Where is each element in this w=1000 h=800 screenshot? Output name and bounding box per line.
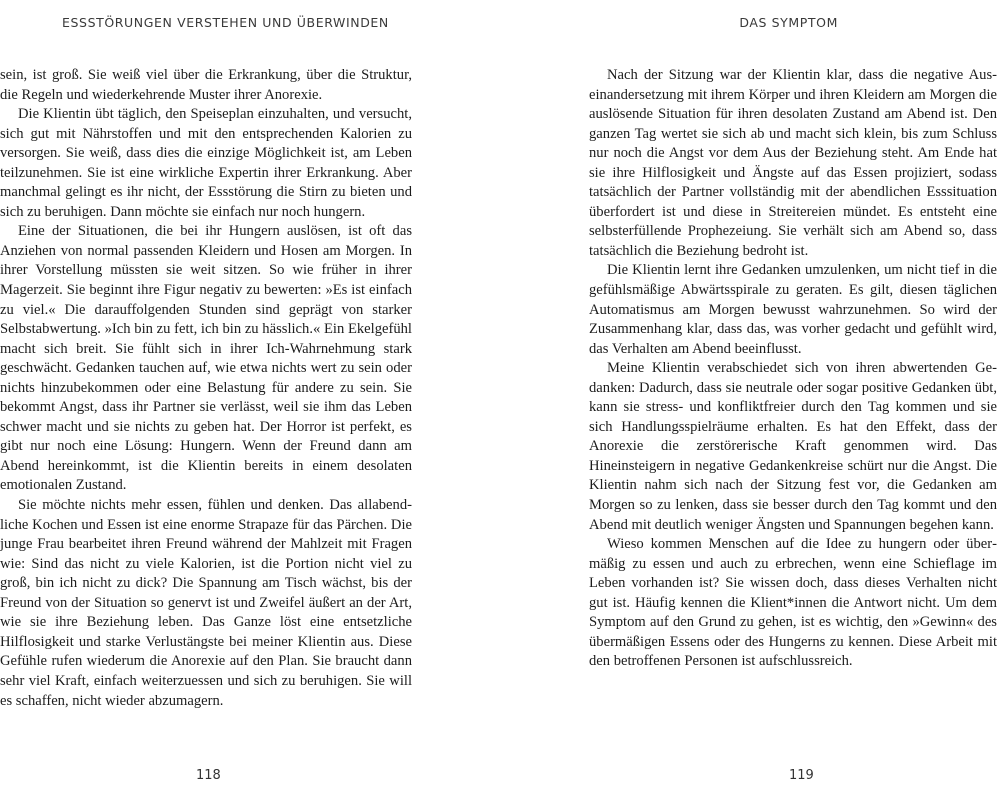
running-head-right: DAS SYMPTOM [739, 15, 838, 30]
paragraph: Die Klientin übt täglich, den Speiseplan einzuhalten, und versucht, sich gut mit Nährstoffen und mit den entsprechenden Kalorien zu versorgen. Sie weiß, dass dies die einzige Möglichkeit ist, am Leben teilzunehmen. Sie ist eine wirkliche Expertin ihrer Erkrankung. Aber manchmal gelingt es ihr nicht, der Essstörung die Stirn zu bieten und sich zu beruhigen. Dann möchte sie einfach nur noch hungern. [0, 106, 412, 220]
page-number-right: 119 [789, 768, 814, 783]
paragraph: Meine Klientin verabschiedet sich von ihren abwertenden Gedanken: Dadurch, dass sie neutrale oder sogar positive Gedanken übt, kann sie stress- und konfliktfreier durch den Tag kommen und sie sich Handlungsspielräume erhalten. Es hat den Effekt, dass der Anorexie die zerstörerische Kraft genommen wird. Das Hineinsteigern in negative Gedankenkreise schürt nur die Angst. Die Klientin nahm sich nach der Sitzung fest vor, die Gedanken am Morgen so zu lenken, dass sie besser durch den Tag kommt und den Abend mit deutlich weniger Ängsten und Spannungen begehen kann. [589, 360, 997, 533]
running-head-left: ESSSTÖRUNGEN VERSTEHEN UND ÜBERWINDEN [62, 15, 389, 30]
right-page [500, 0, 1000, 800]
paragraph: sein, ist groß. Sie weiß viel über die Erkrankung, über die Struktur, die Regeln und wiederkehrende Muster ihrer Anorexie. [0, 67, 412, 103]
right-page-body [589, 66, 997, 672]
paragraph: Eine der Situationen, die bei ihr Hungern auslösen, ist oft das Anziehen von normal passenden Kleidern und Hosen am Morgen. In ihrer Vorstellung müssten sie weit sitzen. So wie früher in ihrer Magerzeit. Sie beginnt ihre Figur negativ zu bewerten: »Es ist einfach zu viel.« Die darauffolgenden Stunden sind geprägt von starker Selbstabwertung. »Ich bin zu fett, ich bin zu hässlich.« Ein Ekelgefühl macht sich breit. Sie fühlt sich in ihrer Ich-Wahrnehmung stark geschwächt. Gedanken tauchen auf, wie etwa nichts wert zu sein oder nichts hinzubekommen oder eine Belastung für andere zu sein. Sie bekommt Angst, dass ihr Partner sie verlässt, weil sie ihm das Leben schwer macht und sie nichts zu geben hat. Der Horror ist perfekt, es gibt nur noch eine Lösung: Hungern. Wenn der Freund dann am Abend hereinkommt, ist die Klientin bereits in einem desolaten emotionalen Zustand. [0, 223, 412, 494]
left-page-body [0, 66, 412, 711]
paragraph: Die Klientin lernt ihre Gedanken umzulenken, um nicht tief in die gefühlsmäßige Abwärtsspirale zu geraten. Es gilt, diesen täglichen Automatismus am Morgen bewusst wahrzunehmen. So wird der Zusammenhang klar, dass das, was vorher gedacht und gefühlt wird, das Verhalten am Abend beeinflusst. [589, 262, 997, 357]
page-number-left: 118 [196, 768, 221, 783]
paragraph: Nach der Sitzung war der Klientin klar, dass die negative Auseinandersetzung mit ihrem Körper und ihren Kleidern am Morgen die auslösende Situation für ihren desolaten Zustand am Abend ist. Den ganzen Tag wertet sie sich ab und macht sich klein, bis zum Schluss nur noch die Angst vor dem Aus der Beziehung steht. Am Ende hat sie ihre Hilflosigkeit und Ängste auf das Essen projiziert, sodass tatsächlich der Partner vollständig mit der abendlichen Esssituation überfordert ist und diese in Streitereien mündet. Es entsteht eine selbsterfüllende Prophezeiung. Sie verhält sich am Abend so, dass tatsächlich die Beziehung bedroht ist. [589, 67, 997, 259]
paragraph: Wieso kommen Menschen auf die Idee zu hungern oder übermäßig zu essen und auch zu erbrechen, wenn eine Schieflage im Leben vorhanden ist? Sie wissen doch, dass dieses Verhalten nicht gut ist. Häufig kennen die Klient*innen die Antwort nicht. Um dem Symptom auf den Grund zu gehen, ist es wichtig, den »Gewinn« des übermäßigen Essens oder des Hungerns zu kennen. Diese Arbeit mit den betroffenen Personen ist aufschlussreich. [589, 536, 997, 670]
paragraph: Sie möchte nichts mehr essen, fühlen und denken. Das allabendliche Kochen und Essen ist eine enorme Strapaze für das Pärchen. Die junge Frau bearbeitet ihren Freund während der Mahlzeit mit Fragen wie: Sind das nicht zu viele Kalorien, ist die Portion nicht viel zu groß, bin ich nicht zu dick? Die Spannung am Tisch wächst, bis der Freund von der Situation so genervt ist und Zweifel äußert an der Art, wie sie ihre Beziehung leben. Das Ganze löst eine entsetzliche Hilflosigkeit und starke Verlustängste bei meiner Klientin aus. Diese Gefühle rufen wiederum die Anorexie auf den Plan. Sie braucht dann sehr viel Kraft, einfach weiterzuessen und sich zu beruhigen. Sie will es schaffen, nicht wieder abzumagern. [0, 497, 412, 709]
